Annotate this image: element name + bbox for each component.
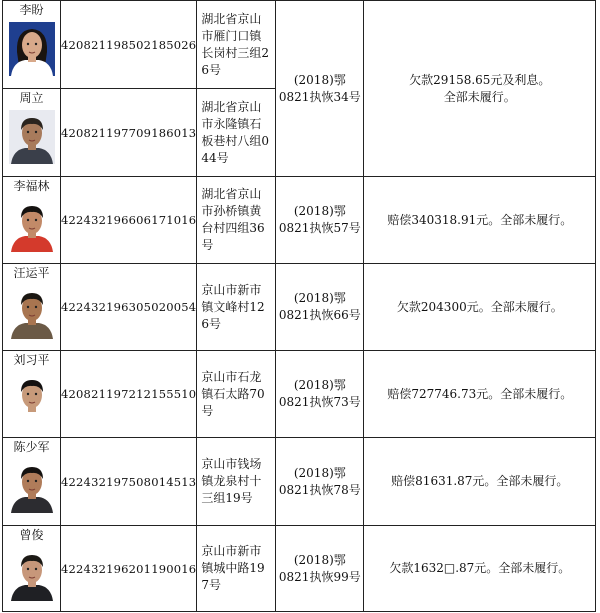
male-portrait-icon xyxy=(9,110,55,164)
table-row xyxy=(3,438,596,526)
photo-cell xyxy=(3,438,61,526)
female-portrait-icon xyxy=(9,22,55,76)
photo-cell xyxy=(3,177,61,264)
case-number xyxy=(276,351,364,438)
id-number: 422432196305020054 xyxy=(61,264,197,351)
status-note xyxy=(364,351,596,438)
id-number: 420821198502185026 xyxy=(61,1,197,89)
case-number-line: 0821执恢99号 xyxy=(278,569,361,584)
table-row xyxy=(3,526,596,612)
case-number-line: 0821执恢57号 xyxy=(278,221,361,235)
case-number-line: (2018)鄂 xyxy=(293,378,346,392)
status-note xyxy=(364,177,596,264)
id-number: 420821197212155510 xyxy=(61,351,197,438)
person-name: 李盼 xyxy=(19,3,44,17)
photo-cell xyxy=(3,526,61,612)
male-portrait-icon xyxy=(9,459,55,513)
photo-cell xyxy=(3,264,61,351)
male-portrait-icon xyxy=(9,285,55,339)
case-number-line: (2018)鄂 xyxy=(293,291,346,305)
photo-cell xyxy=(3,351,61,438)
person-name: 刘习平 xyxy=(13,353,50,367)
table-row xyxy=(3,177,596,264)
status-note-line: 全部未履行。 xyxy=(443,89,516,104)
id-number: 422432197508014513 xyxy=(61,438,197,526)
status-note-line: 赔偿81631.87元。全部未履行。 xyxy=(391,474,569,488)
case-number-line: 0821执恢78号 xyxy=(278,482,361,497)
case-number xyxy=(276,177,364,264)
status-note xyxy=(364,264,596,351)
case-number-line: 0821执恢73号 xyxy=(278,395,361,409)
case-number xyxy=(276,1,364,177)
status-note-line: 欠款29158.65元及利息。 xyxy=(409,72,551,87)
case-number-line: (2018)鄂 xyxy=(293,204,346,218)
id-number: 422432196606171016 xyxy=(61,177,197,264)
person-name: 李福林 xyxy=(13,179,50,193)
person-name: 陈少军 xyxy=(13,440,50,454)
id-number: 422432196201190016 xyxy=(61,526,197,612)
case-number xyxy=(276,526,364,612)
person-name: 周立 xyxy=(19,91,44,105)
address: 湖北省京山市雁门口镇长岗村三组26号 xyxy=(197,1,276,89)
case-number xyxy=(276,264,364,351)
table-row xyxy=(3,264,596,351)
address: 京山市石龙镇石太路70号 xyxy=(197,351,276,438)
judgment-debtor-table xyxy=(2,0,596,612)
address: 京山市新市镇文峰村126号 xyxy=(197,264,276,351)
address: 京山市新市镇城中路197号 xyxy=(197,526,276,612)
table-row xyxy=(3,1,596,89)
status-note-line: 欠款1632□.87元。全部未履行。 xyxy=(389,561,571,575)
person-name: 曾俊 xyxy=(19,528,44,542)
status-note-line: 赔偿727746.73元。全部未履行。 xyxy=(387,386,573,401)
case-number-line: 0821执恢66号 xyxy=(278,308,361,322)
status-note xyxy=(364,1,596,177)
case-number-line: (2018)鄂 xyxy=(293,552,346,567)
case-number-line: (2018)鄂 xyxy=(293,72,346,87)
address: 京山市钱场镇龙泉村十三组19号 xyxy=(197,438,276,526)
table-row xyxy=(3,351,596,438)
case-number xyxy=(276,438,364,526)
status-note-line: 欠款204300元。全部未履行。 xyxy=(396,299,563,314)
photo-cell xyxy=(3,89,61,177)
photo-cell xyxy=(3,1,61,89)
male-portrait-icon xyxy=(9,198,55,252)
status-note xyxy=(364,526,596,612)
male-portrait-icon xyxy=(9,372,55,426)
male-portrait-icon xyxy=(9,547,55,601)
person-name: 汪运平 xyxy=(13,266,50,280)
address: 湖北省京山市孙桥镇黄台村四组36号 xyxy=(197,177,276,264)
address: 湖北省京山市永隆镇石板巷村八组044号 xyxy=(197,89,276,177)
status-note-line: 赔偿340318.91元。全部未履行。 xyxy=(387,212,573,227)
id-number: 420821197709186013 xyxy=(61,89,197,177)
status-note xyxy=(364,438,596,526)
case-number-line: 0821执恢34号 xyxy=(278,89,361,104)
case-number-line: (2018)鄂 xyxy=(293,465,346,480)
